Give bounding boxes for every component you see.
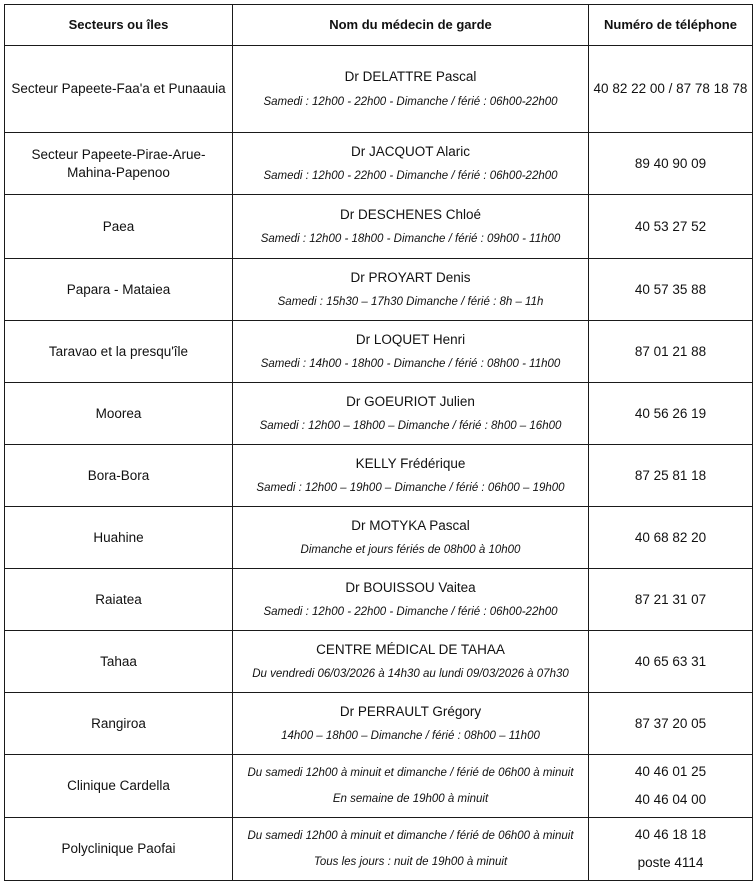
on-call-hours: Samedi : 12h00 - 22h00 - Dimanche / férié : 06h00-22h00 xyxy=(263,170,558,183)
phone-cell: 40 65 63 31 xyxy=(589,631,753,693)
phone-number: 40 46 04 00 xyxy=(634,792,707,807)
doctor-cell xyxy=(233,445,589,507)
doctor-name: Dr MOTYKA Pascal xyxy=(351,517,470,533)
doctor-cell xyxy=(233,507,589,569)
table-row xyxy=(5,693,753,755)
table-row xyxy=(5,259,753,321)
sector-cell: Taravao et la presqu'île xyxy=(5,321,233,383)
doctor-name: Dr PROYART Denis xyxy=(350,269,471,285)
phone-cell: 40 68 82 20 xyxy=(589,507,753,569)
phone-cell xyxy=(589,818,753,881)
table-row xyxy=(5,631,753,693)
table-row xyxy=(5,818,753,881)
on-call-hours: Samedi : 12h00 - 22h00 - Dimanche / férié : 06h00-22h00 xyxy=(263,606,558,619)
header-doctor: Nom du médecin de garde xyxy=(233,5,589,46)
table-row xyxy=(5,569,753,631)
phone-cell: 40 53 27 52 xyxy=(589,195,753,259)
doctor-name: Dr DESCHENES Chloé xyxy=(339,206,482,222)
sector-cell: Huahine xyxy=(5,507,233,569)
on-call-hours: Samedi : 12h00 – 19h00 – Dimanche / férié : 06h00 – 19h00 xyxy=(256,482,565,495)
doctor-name: Dr DELATTRE Pascal xyxy=(344,69,477,85)
phone-cell: 40 57 35 88 xyxy=(589,259,753,321)
sector-cell: Rangiroa xyxy=(5,693,233,755)
phone-cell: 87 25 81 18 xyxy=(589,445,753,507)
on-call-hours: Samedi : 12h00 – 18h00 – Dimanche / férié : 8h00 – 16h00 xyxy=(259,420,562,433)
sector-cell: Paea xyxy=(5,195,233,259)
sector-cell: Polyclinique Paofai xyxy=(5,818,233,881)
doctor-cell xyxy=(233,195,589,259)
on-call-hours: Du vendredi 06/03/2026 à 14h30 au lundi 09/03/2026 à 07h30 xyxy=(252,668,569,681)
header-sector: Secteurs ou îles xyxy=(5,5,233,46)
doctor-cell xyxy=(233,569,589,631)
on-call-hours: Samedi : 15h30 – 17h30 Dimanche / férié : 8h – 11h xyxy=(277,296,544,309)
sector-cell: Tahaa xyxy=(5,631,233,693)
table-row xyxy=(5,755,753,818)
sector-cell: Secteur Papeete-Pirae-Arue-Mahina-Papenoo xyxy=(5,133,233,195)
phone-cell: 87 37 20 05 xyxy=(589,693,753,755)
table-row xyxy=(5,321,753,383)
sector-cell: Moorea xyxy=(5,383,233,445)
phone-cell: 87 01 21 88 xyxy=(589,321,753,383)
sector-cell: Secteur Papeete-Faa'a et Punaauia xyxy=(5,46,233,133)
doctor-name: Dr LOQUET Henri xyxy=(355,331,466,347)
sector-cell: Raiatea xyxy=(5,569,233,631)
doctor-name: Dr JACQUOT Alaric xyxy=(350,143,470,159)
on-call-hours: Du samedi 12h00 à minuit et dimanche / férié de 06h00 à minuit xyxy=(247,829,574,842)
phone-cell xyxy=(589,755,753,818)
doctor-name: Dr GOEURIOT Julien xyxy=(346,393,475,409)
doctor-cell xyxy=(233,46,589,133)
hours-cell xyxy=(233,755,589,818)
doctor-cell xyxy=(233,259,589,321)
on-call-doctors-table xyxy=(4,4,753,881)
on-call-hours: 14h00 – 18h00 – Dimanche / férié : 08h00 – 11h00 xyxy=(281,730,540,743)
sector-cell: Clinique Cardella xyxy=(5,755,233,818)
doctor-name: KELLY Frédérique xyxy=(355,455,466,471)
hours-cell xyxy=(233,818,589,881)
header-phone: Numéro de téléphone xyxy=(589,5,753,46)
doctor-cell xyxy=(233,321,589,383)
table-row xyxy=(5,46,753,133)
sector-cell: Bora-Bora xyxy=(5,445,233,507)
doctor-cell xyxy=(233,383,589,445)
doctor-name: CENTRE MÉDICAL DE TAHAA xyxy=(316,641,505,657)
phone-number: 40 46 18 18 xyxy=(634,827,707,843)
header-row xyxy=(5,5,753,46)
on-call-hours: Samedi : 12h00 - 18h00 - Dimanche / férié : 09h00 - 11h00 xyxy=(260,233,561,246)
on-call-hours: Du samedi 12h00 à minuit et dimanche / férié de 06h00 à minuit xyxy=(247,766,574,779)
phone-number: poste 4114 xyxy=(637,855,704,870)
on-call-hours: Samedi : 12h00 - 22h00 - Dimanche / férié : 06h00-22h00 xyxy=(263,95,558,108)
on-call-hours: En semaine de 19h00 à minuit xyxy=(332,792,489,805)
on-call-hours: Dimanche et jours fériés de 08h00 à 10h00 xyxy=(300,544,521,557)
phone-cell: 87 21 31 07 xyxy=(589,569,753,631)
doctor-name: Dr BOUISSOU Vaitea xyxy=(345,579,476,595)
phone-cell: 89 40 90 09 xyxy=(589,133,753,195)
on-call-hours: Tous les jours : nuit de 19h00 à minuit xyxy=(313,855,508,868)
table-row xyxy=(5,445,753,507)
phone-cell: 40 82 22 00 / 87 78 18 78 xyxy=(589,46,753,133)
doctor-cell xyxy=(233,631,589,693)
table-row xyxy=(5,195,753,259)
table-row xyxy=(5,507,753,569)
phone-cell: 40 56 26 19 xyxy=(589,383,753,445)
doctor-name: Dr PERRAULT Grégory xyxy=(339,703,482,719)
doctor-cell xyxy=(233,693,589,755)
phone-number: 40 46 01 25 xyxy=(634,764,707,780)
doctor-cell xyxy=(233,133,589,195)
table-row xyxy=(5,133,753,195)
on-call-hours: Samedi : 14h00 - 18h00 - Dimanche / férié : 08h00 - 11h00 xyxy=(260,358,561,371)
sector-cell: Papara - Mataiea xyxy=(5,259,233,321)
table-row xyxy=(5,383,753,445)
